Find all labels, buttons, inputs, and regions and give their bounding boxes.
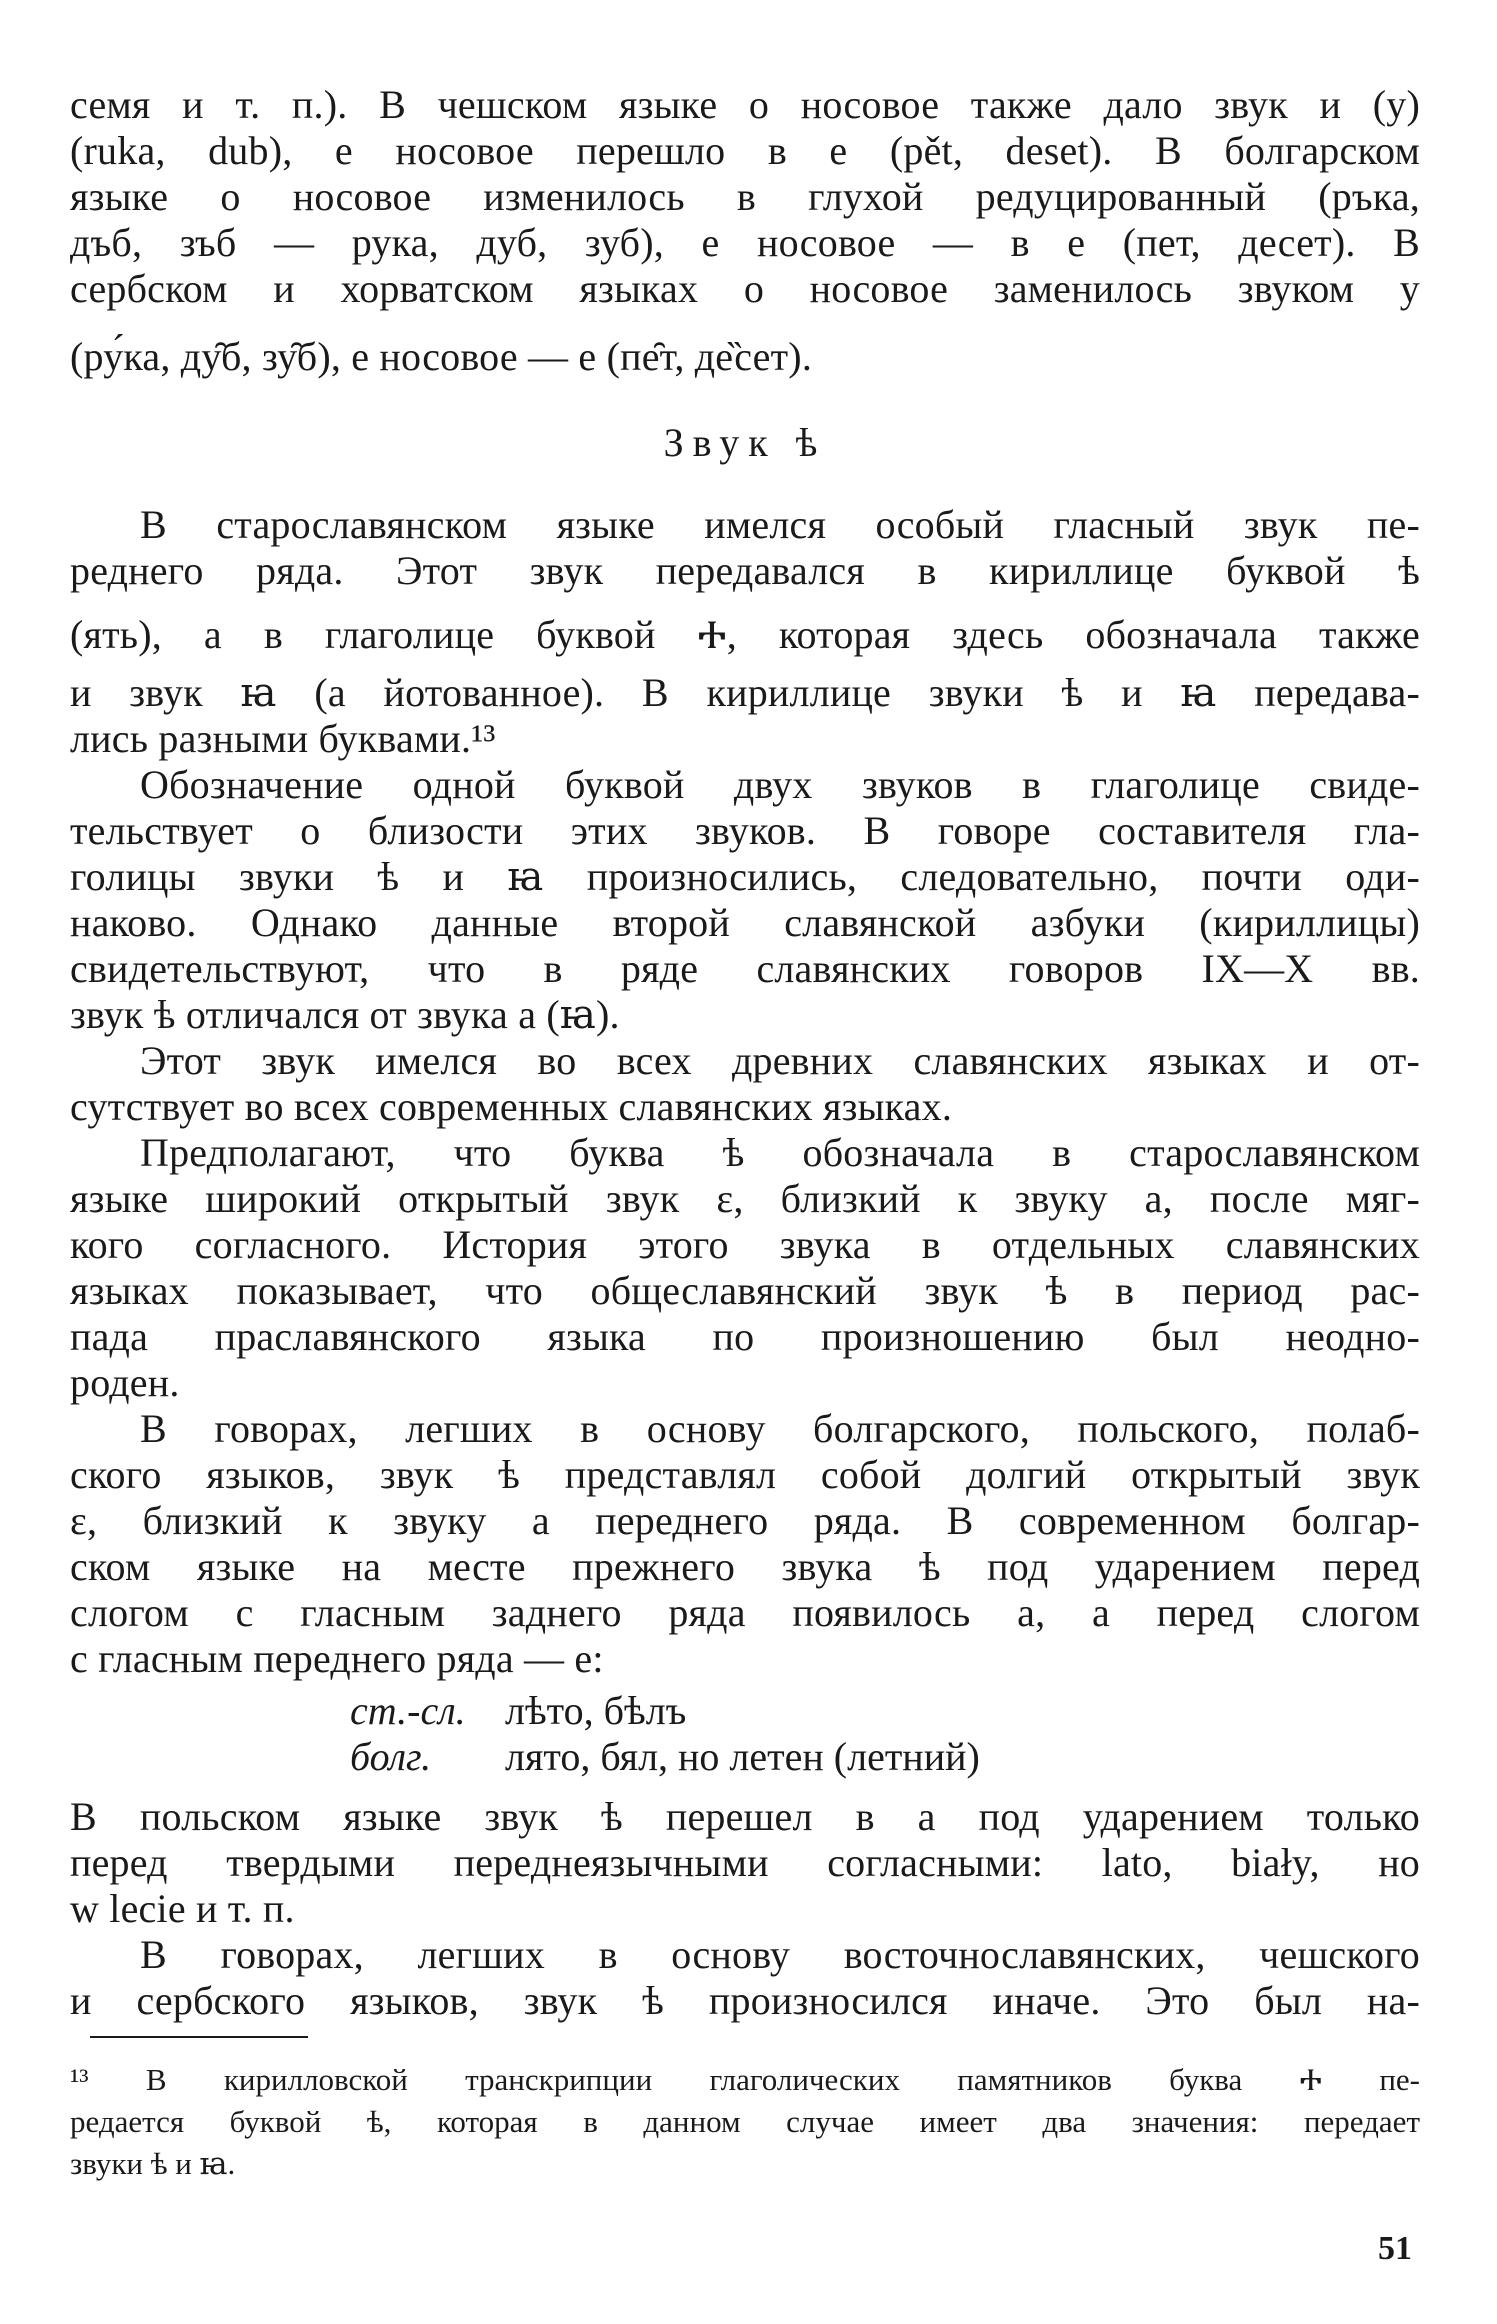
text-line: (ять), а в глаголице буквой Ⰰ, которая здесь обозначала также bbox=[70, 612, 1420, 657]
text-line: тельствует о близости этих звуков. В говоре составителя гла- bbox=[70, 808, 1420, 853]
text-line: языке о носовое изменилось в глухой редуцированный (ръка, bbox=[70, 174, 1420, 219]
text-line: (ру́ка, ду̑б, зу̑б), е носовое — е (пе̑т, де̏сет). bbox=[70, 334, 813, 379]
text-line: роден. bbox=[70, 1360, 180, 1405]
text-line: ɛ, близкий к звуку а переднего ряда. В современном болгар- bbox=[70, 1498, 1420, 1543]
text-line: дъб, зъб — рука, дуб, зуб), е носовое — в е (пет, десет). В bbox=[70, 220, 1420, 265]
text-line: Обозначение одной буквой двух звуков в глаголице свиде- bbox=[140, 762, 1420, 807]
text-line: (ruka, dub), е носовое перешло в е (pět, deset). В болгарском bbox=[70, 128, 1420, 173]
text-line: языках показывает, что общеславянский звук ѣ в период рас- bbox=[70, 1268, 1420, 1313]
example-label: болг. bbox=[350, 1734, 432, 1779]
text-line: ского языков, звук ѣ представлял собой долгий открытый звук bbox=[70, 1452, 1420, 1497]
text-line: ском языке на месте прежнего звука ѣ под ударением перед bbox=[70, 1544, 1420, 1589]
text-line: слогом с гласным заднего ряда появилось а, а перед слогом bbox=[70, 1590, 1420, 1635]
text-line: Предполагают, что буква ѣ обозначала в старославянском bbox=[140, 1130, 1420, 1175]
page-number: 51 bbox=[1378, 2230, 1412, 2267]
text-line: w lecie и т. п. bbox=[70, 1886, 295, 1931]
text-line: В говорах, легших в основу восточнославянских, чешского bbox=[140, 1932, 1420, 1977]
text-line: языке широкий открытый звук ɛ, близкий к звуку а, после мяг- bbox=[70, 1176, 1420, 1221]
example-text: лято, бял, но летен (летний) bbox=[505, 1734, 980, 1779]
text-line: кого согласного. История этого звука в отдельных славянских bbox=[70, 1222, 1420, 1267]
text-line: сербском и хорватском языках о носовое заменилось звуком у bbox=[70, 266, 1420, 311]
example-text: лѣто, бѣлъ bbox=[505, 1688, 687, 1733]
text-line: перед твердыми переднеязычными согласными: lato, biały, но bbox=[70, 1840, 1420, 1885]
footnote-divider bbox=[90, 2036, 308, 2038]
text-line: В польском языке звук ѣ перешел в а под ударением только bbox=[70, 1794, 1420, 1839]
text-line: В старославянском языке имелся особый гласный звук пе- bbox=[140, 502, 1420, 547]
text-line: сутствует во всех современных славянских языках. bbox=[70, 1084, 953, 1129]
text-line: голицы звуки ѣ и ꙗ произносились, следовательно, почти оди- bbox=[70, 854, 1420, 899]
text-line: с гласным переднего ряда — е: bbox=[70, 1636, 604, 1681]
text-line: семя и т. п.). В чешском языке о носовое также дало звук и (у) bbox=[70, 82, 1420, 127]
footnote-line: звуки ѣ и ꙗ. bbox=[70, 2146, 236, 2181]
footnote-line: редается буквой ѣ, которая в данном случае имеет два значения: передает bbox=[70, 2104, 1420, 2139]
text-line: свидетельствуют, что в ряде славянских говоров IX—X вв. bbox=[70, 946, 1420, 991]
text-line: и сербского языков, звук ѣ произносился иначе. Это был на- bbox=[70, 1978, 1420, 2023]
text-line: пада праславянского языка по произношению был неодно- bbox=[70, 1314, 1420, 1359]
section-heading: Звук ѣ bbox=[663, 420, 827, 465]
text-line: В говорах, легших в основу болгарского, польского, полаб- bbox=[140, 1406, 1420, 1451]
text-line: и звук ꙗ (а йотованное). В кириллице звуки ѣ и ꙗ передава- bbox=[70, 670, 1420, 715]
text-line: лись разными буквами.¹³ bbox=[70, 716, 496, 761]
text-line: звук ѣ отличался от звука а (ꙗ). bbox=[70, 992, 620, 1037]
text-line: Этот звук имелся во всех древних славянских языках и от- bbox=[140, 1038, 1420, 1083]
footnote-line: ¹³ В кирилловской транскрипции глаголических памятников буква Ⰰ пе- bbox=[70, 2062, 1420, 2097]
example-label: ст.-сл. bbox=[350, 1688, 466, 1733]
text-line: реднего ряда. Этот звук передавался в кириллице буквой ѣ bbox=[70, 548, 1420, 593]
text-line: наково. Однако данные второй славянской азбуки (кириллицы) bbox=[70, 900, 1420, 945]
